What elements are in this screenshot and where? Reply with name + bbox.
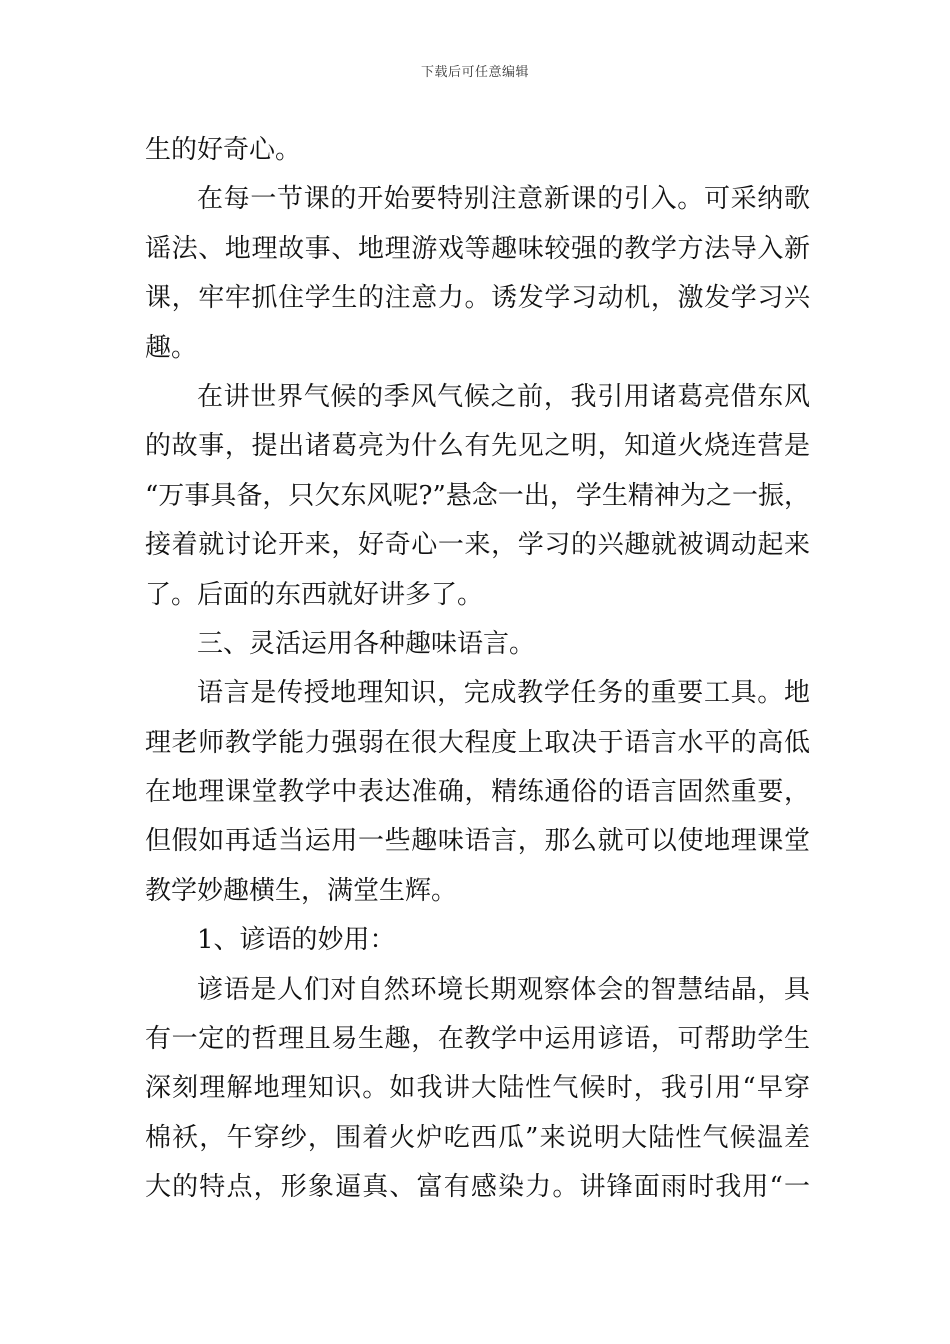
text-line: 了。后面的东西就好讲多了。 (145, 579, 484, 610)
text-line: 大的特点，形象逼真、富有感染力。讲锋面雨时我用“一 (145, 1172, 810, 1203)
text-line: “万事具备，只欠东风呢?”悬念一出，学生精神为之一振， (145, 480, 810, 511)
text-line: 趣。 (145, 332, 198, 363)
text-line: 谚语是人们对自然环境长期观察体会的智慧结晶，具 (197, 974, 810, 1005)
text-line: 课，牢牢抓住学生的注意力。诱发学习动机，激发学习兴 (145, 283, 810, 314)
text-line: 谣法、地理故事、地理游戏等趣味较强的教学方法导入新 (145, 233, 810, 264)
page-header-note: 下载后可任意编辑 (420, 65, 529, 80)
text-line: 理老师教学能力强弱在很大程度上取决于语言水平的高低 (145, 727, 810, 758)
text-line: 教学妙趣横生，满堂生辉。 (145, 875, 458, 906)
text-line: 语言是传授地理知识，完成教学任务的重要工具。地 (197, 678, 810, 709)
text-line: 但假如再适当运用一些趣味语言，那么就可以使地理课堂 (145, 826, 810, 857)
text-line: 在每一节课的开始要特别注意新课的引入。可采纳歌 (197, 184, 810, 215)
text-line: 棉袄，午穿纱，围着火炉吃西瓜”来说明大陆性气候温差 (145, 1122, 810, 1153)
section-heading: 三、灵活运用各种趣味语言。 (197, 628, 536, 659)
text-line: 生的好奇心。 (145, 135, 302, 165)
subsection-heading: 1、谚语的妙用： (197, 925, 396, 956)
text-line: 在地理课堂教学中表达准确，精练通俗的语言固然重要， (145, 777, 810, 808)
text-line: 在讲世界气候的季风气候之前，我引用诸葛亮借东风 (197, 381, 810, 412)
body-text (145, 126, 810, 1213)
text-line: 的故事，提出诸葛亮为什么有先见之明，知道火烧连营是 (145, 431, 810, 462)
text-line: 接着就讨论开来，好奇心一来，学习的兴趣就被调动起来 (145, 530, 810, 561)
text-line: 有一定的哲理且易生趣，在教学中运用谚语，可帮助学生 (145, 1024, 810, 1055)
text-line: 深刻理解地理知识。如我讲大陆性气候时，我引用“早穿 (145, 1073, 810, 1104)
